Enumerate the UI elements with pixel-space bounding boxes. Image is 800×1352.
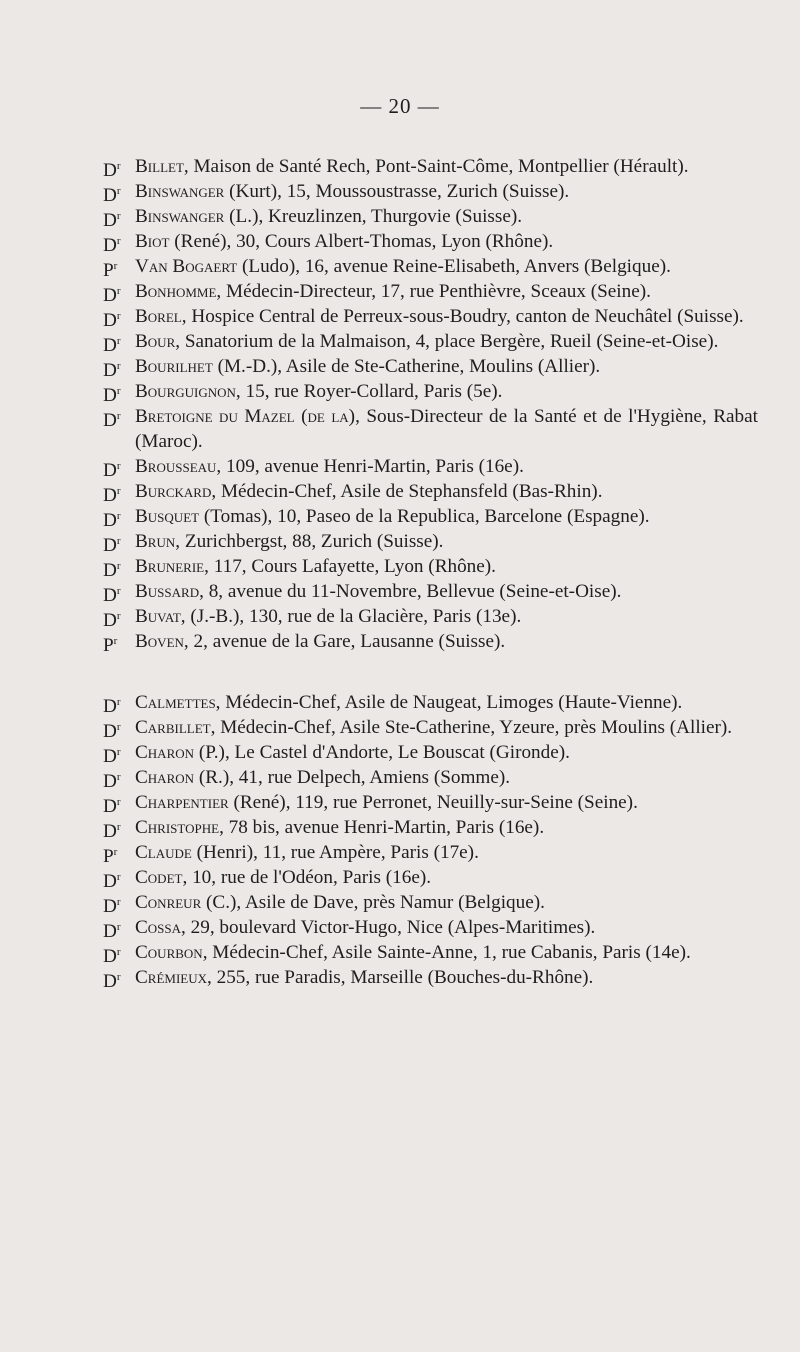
title-superscript: r [116, 896, 121, 908]
entry-title [103, 404, 121, 433]
title-letter: D [103, 235, 117, 256]
title-superscript: r [116, 460, 121, 472]
entry-name: Busquet [135, 506, 200, 527]
entry-address: (J.-B.), 130, rue de la Glacière, Paris (13e). [185, 606, 522, 627]
title-letter: D [103, 210, 117, 231]
directory-entry [103, 229, 758, 254]
directory-entry [103, 890, 758, 915]
title-superscript: r [116, 696, 121, 708]
title-letter: D [103, 696, 117, 717]
title-letter: D [103, 821, 117, 842]
title-letter: P [103, 846, 114, 867]
directory-entry [103, 940, 758, 965]
entry-name: Billet, [135, 156, 189, 177]
title-letter: D [103, 971, 117, 992]
directory-entry [103, 815, 758, 840]
entry-address: 15, rue Royer-Collard, Paris (5e). [240, 381, 503, 402]
entry-name: Bonhomme, [135, 281, 222, 302]
entry-name: Bourguignon, [135, 381, 241, 402]
title-superscript: r [116, 410, 121, 422]
directory-entry [103, 504, 758, 529]
entry-title [103, 965, 121, 994]
entry-address: 109, avenue Henri-Martin, Paris (16e). [221, 456, 524, 477]
title-letter: D [103, 460, 117, 481]
directory-entry [103, 629, 758, 654]
directory-section [103, 690, 758, 990]
entry-name: Charon [135, 767, 195, 788]
directory-entry [103, 179, 758, 204]
title-superscript: r [116, 796, 121, 808]
title-letter: D [103, 310, 117, 331]
entry-address: 117, Cours Lafayette, Lyon (Rhône). [208, 556, 496, 577]
entry-title [103, 629, 117, 658]
title-superscript: r [116, 771, 121, 783]
entry-address: Médecin-Chef, Asile Ste-Catherine, Yzeure, près Moulins (Allier). [215, 717, 733, 738]
entry-name: Bretoigne du Mazel (de la), [135, 406, 360, 427]
entry-address: 2, avenue de la Gare, Lausanne (Suisse). [188, 631, 506, 652]
title-letter: D [103, 746, 117, 767]
title-letter: D [103, 485, 117, 506]
entry-address: 255, rue Paradis, Marseille (Bouches-du-Rhône). [211, 967, 594, 988]
entry-name: Buvat, [135, 606, 186, 627]
page-number: — 20 — [360, 94, 440, 118]
title-superscript: r [116, 385, 121, 397]
title-letter: D [103, 410, 117, 431]
entry-address: Médecin-Chef, Asile de Stephansfeld (Bas-Rhin). [216, 481, 603, 502]
directory-entry [103, 354, 758, 379]
title-superscript: r [116, 485, 121, 497]
entry-address: (Kurt), 15, Moussoustrasse, Zurich (Suisse). [224, 181, 570, 202]
entry-name: Codet, [135, 867, 188, 888]
title-letter: D [103, 721, 117, 742]
title-letter: D [103, 510, 117, 531]
title-letter: D [103, 896, 117, 917]
entry-address: 8, avenue du 11-Novembre, Bellevue (Seine-et-Oise). [203, 581, 622, 602]
directory-entry [103, 529, 758, 554]
entry-address: (L.), Kreuzlinzen, Thurgovie (Suisse). [224, 206, 523, 227]
title-letter: D [103, 385, 117, 406]
title-superscript: r [113, 635, 118, 647]
title-superscript: r [116, 871, 121, 883]
directory-entry [103, 329, 758, 354]
entry-name: Charpentier [135, 792, 229, 813]
title-letter: P [103, 260, 114, 281]
title-superscript: r [113, 846, 118, 858]
entry-address: Médecin-Chef, Asile de Naugeat, Limoges (Haute-Vienne). [220, 692, 683, 713]
title-letter: D [103, 921, 117, 942]
entry-name: Bussard, [135, 581, 204, 602]
title-superscript: r [116, 946, 121, 958]
title-superscript: r [116, 610, 121, 622]
title-superscript: r [116, 560, 121, 572]
title-superscript: r [116, 310, 121, 322]
title-superscript: r [116, 585, 121, 597]
title-superscript: r [116, 335, 121, 347]
entry-name: Borel, [135, 306, 187, 327]
entry-address: Médecin-Chef, Asile Sainte-Anne, 1, rue Cabanis, Paris (14e). [207, 942, 691, 963]
entry-name: Brun, [135, 531, 181, 552]
entry-address: Maison de Santé Rech, Pont-Saint-Côme, Montpellier (Hérault). [188, 156, 689, 177]
entry-address: (R.), 41, rue Delpech, Amiens (Somme). [194, 767, 511, 788]
title-superscript: r [116, 160, 121, 172]
entry-address: (René), 30, Cours Albert-Thomas, Lyon (Rhône). [169, 231, 554, 252]
directory-entry [103, 154, 758, 179]
directory-entry [103, 254, 758, 279]
entry-name: Brousseau, [135, 456, 222, 477]
entry-name: Crémieux, [135, 967, 212, 988]
entry-address: Sous-Directeur de la Santé et de l'Hygiène, Rabat (Maroc). [135, 406, 758, 452]
entry-address: 10, rue de l'Odéon, Paris (16e). [187, 867, 432, 888]
entry-name: Charon [135, 742, 195, 763]
title-letter: D [103, 185, 117, 206]
directory-entry [103, 404, 758, 454]
entry-name: Claude [135, 842, 192, 863]
entry-name: Courbon, [135, 942, 208, 963]
entry-address: (M.-D.), Asile de Ste-Catherine, Moulins (Allier). [212, 356, 601, 377]
title-superscript: r [116, 285, 121, 297]
title-letter: D [103, 610, 117, 631]
entry-address: (Tomas), 10, Paseo de la Republica, Barcelone (Espagne). [199, 506, 650, 527]
title-superscript: r [116, 360, 121, 372]
directory-entry [103, 479, 758, 504]
title-letter: D [103, 360, 117, 381]
directory-entry [103, 715, 758, 740]
title-letter: D [103, 771, 117, 792]
title-letter: D [103, 946, 117, 967]
entry-name: Boven, [135, 631, 189, 652]
title-letter: D [103, 335, 117, 356]
title-superscript: r [116, 535, 121, 547]
entry-address: 78 bis, avenue Henri-Martin, Paris (16e). [223, 817, 545, 838]
entry-name: Binswanger [135, 206, 225, 227]
title-letter: D [103, 160, 117, 181]
entry-address: (René), 119, rue Perronet, Neuilly-sur-Seine (Seine). [228, 792, 638, 813]
title-superscript: r [116, 746, 121, 758]
entry-address: Sanatorium de la Malmaison, 4, place Bergère, Rueil (Seine-et-Oise). [180, 331, 719, 352]
directory-entry [103, 279, 758, 304]
title-superscript: r [116, 721, 121, 733]
title-letter: D [103, 871, 117, 892]
entry-name: Conreur [135, 892, 202, 913]
entry-name: Burckard, [135, 481, 217, 502]
directory-entry [103, 765, 758, 790]
directory-section [103, 154, 758, 654]
title-superscript: r [113, 260, 118, 272]
title-superscript: r [116, 235, 121, 247]
directory-entry [103, 915, 758, 940]
entry-address: 29, boulevard Victor-Hugo, Nice (Alpes-Maritimes). [185, 917, 596, 938]
directory-entry [103, 865, 758, 890]
entry-name: Carbillet, [135, 717, 216, 738]
entry-name: Calmettes, [135, 692, 221, 713]
directory-entry [103, 554, 758, 579]
directory-entry [103, 204, 758, 229]
entry-name: Binswanger [135, 181, 225, 202]
title-superscript: r [116, 210, 121, 222]
entry-name: Biot [135, 231, 170, 252]
entry-address: Médecin-Directeur, 17, rue Penthièvre, Sceaux (Seine). [221, 281, 651, 302]
entry-address: Hospice Central de Perreux-sous-Boudry, canton de Neuchâtel (Suisse). [186, 306, 744, 327]
directory-entry [103, 840, 758, 865]
directory-entry [103, 454, 758, 479]
directory-entry [103, 690, 758, 715]
entry-address: (Ludo), 16, avenue Reine-Elisabeth, Anvers (Belgique). [237, 256, 671, 277]
title-letter: D [103, 535, 117, 556]
entry-name: Bourilhet [135, 356, 213, 377]
entry-address: (P.), Le Castel d'Andorte, Le Bouscat (Gironde). [194, 742, 570, 763]
title-superscript: r [116, 185, 121, 197]
title-letter: P [103, 635, 114, 656]
title-superscript: r [116, 821, 121, 833]
directory-entry [103, 604, 758, 629]
directory-entry [103, 740, 758, 765]
entry-address: (Henri), 11, rue Ampère, Paris (17e). [191, 842, 479, 863]
directory-entry [103, 790, 758, 815]
title-superscript: r [116, 971, 121, 983]
title-letter: D [103, 585, 117, 606]
entry-name: Cossa, [135, 917, 186, 938]
directory-entry [103, 304, 758, 329]
title-letter: D [103, 285, 117, 306]
directory-list [103, 154, 758, 990]
title-superscript: r [116, 921, 121, 933]
title-letter: D [103, 796, 117, 817]
title-letter: D [103, 560, 117, 581]
directory-entry [103, 579, 758, 604]
entry-name: Brunerie, [135, 556, 209, 577]
title-superscript: r [116, 510, 121, 522]
directory-entry [103, 379, 758, 404]
entry-address: Zurichbergst, 88, Zurich (Suisse). [180, 531, 444, 552]
entry-name: Bour, [135, 331, 181, 352]
directory-entry [103, 965, 758, 990]
entry-name: Christophe, [135, 817, 224, 838]
entry-address: (C.), Asile de Dave, près Namur (Belgique). [201, 892, 545, 913]
entry-name: Van Bogaert [135, 256, 238, 277]
